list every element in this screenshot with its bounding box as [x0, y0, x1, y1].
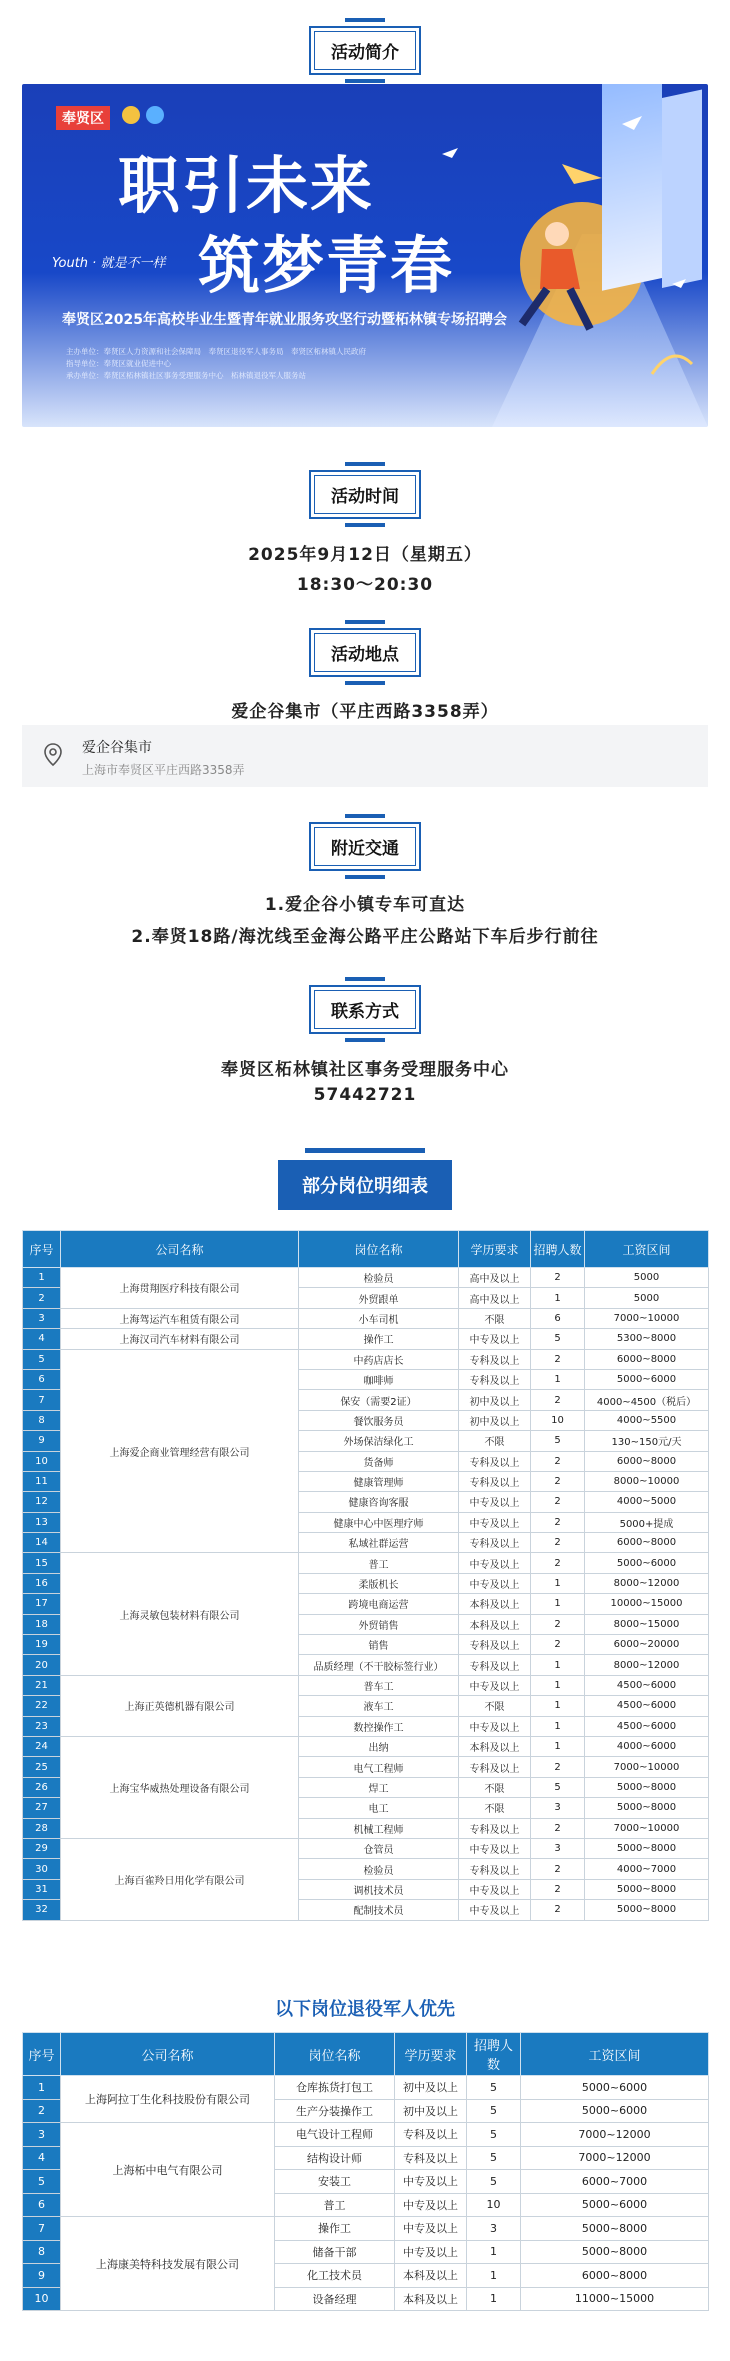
education-requirement: 中专及以上: [459, 1573, 531, 1593]
headcount: 2: [531, 1390, 585, 1410]
row-index: 23: [23, 1716, 61, 1736]
row-index: 9: [23, 1431, 61, 1451]
education-requirement: 本科及以上: [459, 1614, 531, 1634]
salary-range: 6000~20000: [585, 1635, 709, 1655]
headcount: 1: [531, 1288, 585, 1308]
row-index: 15: [23, 1553, 61, 1573]
table-row: [23, 1675, 709, 1695]
position-name: 电气设计工程师: [275, 2123, 395, 2147]
headcount: 6: [531, 1308, 585, 1328]
row-index: 24: [23, 1736, 61, 1756]
contact-organization: 奉贤区柘林镇社区事务受理服务中心: [221, 1060, 509, 1080]
position-name: 跨境电商运营: [299, 1594, 459, 1614]
position-name: 销售: [299, 1635, 459, 1655]
paper-plane-shape: [562, 164, 602, 184]
salary-range: 4500~6000: [585, 1696, 709, 1716]
position-name: 仓库拣货打包工: [275, 2076, 395, 2100]
map-place-address: 上海市奉贤区平庄西路3358弄: [82, 763, 245, 777]
education-requirement: 专科及以上: [459, 1471, 531, 1491]
col-header: 公司名称: [61, 2033, 275, 2076]
headcount: 2: [531, 1512, 585, 1532]
company-name: 上海汉司汽车材料有限公司: [61, 1329, 299, 1349]
row-index: 8: [23, 2240, 61, 2264]
position-name: 生产分装操作工: [275, 2099, 395, 2123]
section-tag-label: 联系方式: [314, 990, 416, 1029]
row-index: 4: [23, 1329, 61, 1349]
position-name: 柔版机长: [299, 1573, 459, 1593]
salary-range: 5000: [585, 1288, 709, 1308]
headcount: 2: [531, 1900, 585, 1920]
company-name: 上海柘中电气有限公司: [61, 2123, 275, 2217]
row-index: 21: [23, 1675, 61, 1695]
education-requirement: 中专及以上: [459, 1838, 531, 1858]
row-index: 2: [23, 1288, 61, 1308]
headcount: 5: [467, 2123, 521, 2147]
salary-range: 4000~5500: [585, 1410, 709, 1430]
salary-range: 6000~8000: [585, 1451, 709, 1471]
education-requirement: 中专及以上: [395, 2170, 467, 2194]
map-location-card[interactable]: [22, 725, 708, 787]
row-index: 5: [23, 1349, 61, 1369]
education-requirement: 中专及以上: [395, 2217, 467, 2241]
position-name: 出纳: [299, 1736, 459, 1756]
salary-range: 4000~4500（税后）: [585, 1390, 709, 1410]
row-index: 6: [23, 1369, 61, 1389]
headcount: 1: [467, 2240, 521, 2264]
headcount: 1: [531, 1716, 585, 1736]
education-requirement: 专科及以上: [459, 1533, 531, 1553]
position-name: 外贸销售: [299, 1614, 459, 1634]
headcount: 1: [531, 1655, 585, 1675]
position-name: 外贸跟单: [299, 1288, 459, 1308]
salary-range: 5000~6000: [585, 1553, 709, 1573]
col-header: 序号: [23, 1231, 61, 1268]
position-name: 焊工: [299, 1777, 459, 1797]
jobs-table: [22, 1230, 709, 1921]
table-row: [23, 2076, 709, 2100]
education-requirement: 专科及以上: [459, 1369, 531, 1389]
position-name: 调机技术员: [299, 1879, 459, 1899]
headcount: 5: [467, 2170, 521, 2194]
position-name: 液车工: [299, 1696, 459, 1716]
event-time: 18:30～20:30: [296, 575, 434, 595]
row-index: 12: [23, 1492, 61, 1512]
row-index: 3: [23, 2123, 61, 2147]
position-name: 货备师: [299, 1451, 459, 1471]
banner-slogan-2: 筑梦青春: [198, 229, 455, 302]
salary-range: 7000~10000: [585, 1818, 709, 1838]
position-name: 仓管员: [299, 1838, 459, 1858]
company-name: 上海阿拉丁生化科技股份有限公司: [61, 2076, 275, 2123]
position-name: 数控操作工: [299, 1716, 459, 1736]
row-index: 11: [23, 1471, 61, 1491]
headcount: 2: [531, 1349, 585, 1369]
row-index: 4: [23, 2146, 61, 2170]
education-requirement: 初中及以上: [459, 1410, 531, 1430]
headcount: 1: [531, 1369, 585, 1389]
position-name: 检验员: [299, 1268, 459, 1288]
banner-organizers: [66, 346, 366, 382]
row-index: 16: [23, 1573, 61, 1593]
position-name: 操作工: [299, 1329, 459, 1349]
salary-range: 8000~15000: [585, 1614, 709, 1634]
col-header: 序号: [23, 2033, 61, 2076]
education-requirement: 中专及以上: [459, 1553, 531, 1573]
education-requirement: 专科及以上: [395, 2146, 467, 2170]
section-tag-time: [309, 470, 421, 519]
education-requirement: 不限: [459, 1798, 531, 1818]
salary-range: 6000~7000: [521, 2170, 709, 2194]
row-index: 29: [23, 1838, 61, 1858]
education-requirement: 中专及以上: [459, 1512, 531, 1532]
col-header: 工资区间: [521, 2033, 709, 2076]
education-requirement: 本科及以上: [459, 1736, 531, 1756]
row-index: 30: [23, 1859, 61, 1879]
education-requirement: 不限: [459, 1696, 531, 1716]
row-index: 3: [23, 1308, 61, 1328]
headcount: 2: [531, 1451, 585, 1471]
salary-range: 4000~6000: [585, 1736, 709, 1756]
salary-range: 7000~12000: [521, 2146, 709, 2170]
position-name: 化工技术员: [275, 2264, 395, 2288]
veterans-priority-title: 以下岗位退役军人优先: [275, 1999, 455, 2020]
headcount: 2: [531, 1614, 585, 1634]
education-requirement: 本科及以上: [395, 2287, 467, 2311]
row-index: 20: [23, 1655, 61, 1675]
headcount: 2: [531, 1471, 585, 1491]
table-row: [23, 1838, 709, 1858]
education-requirement: 本科及以上: [459, 1594, 531, 1614]
headcount: 3: [531, 1798, 585, 1818]
salary-range: 10000~15000: [585, 1594, 709, 1614]
salary-range: 8000~12000: [585, 1573, 709, 1593]
event-place: 爱企谷集市（平庄西路3358弄）: [231, 702, 499, 722]
row-index: 26: [23, 1777, 61, 1797]
bird-shape-2: [442, 148, 458, 158]
jobs-table-title: 部分岗位明细表: [278, 1160, 452, 1210]
table-row: [23, 1553, 709, 1573]
row-index: 9: [23, 2264, 61, 2288]
education-requirement: 中专及以上: [459, 1900, 531, 1920]
company-name: 上海爱企商业管理经营有限公司: [61, 1349, 299, 1553]
education-requirement: 本科及以上: [395, 2264, 467, 2288]
position-name: 普工: [299, 1553, 459, 1573]
headcount: 2: [531, 1859, 585, 1879]
position-name: 储备干部: [275, 2240, 395, 2264]
education-requirement: 中专及以上: [459, 1675, 531, 1695]
banner-slogan-1: 职引未来: [118, 149, 375, 222]
company-name: 上海灵敏包装材料有限公司: [61, 1553, 299, 1675]
organizer-line: 指导单位：奉贤区就业促进中心: [66, 359, 171, 368]
salary-range: 5000~8000: [585, 1879, 709, 1899]
education-requirement: 中专及以上: [459, 1329, 531, 1349]
col-header: 岗位名称: [299, 1231, 459, 1268]
position-name: 保安（需要2证）: [299, 1390, 459, 1410]
headcount: 2: [531, 1533, 585, 1553]
headcount: 2: [531, 1818, 585, 1838]
headcount: 5: [531, 1777, 585, 1797]
col-header: 学历要求: [459, 1231, 531, 1268]
row-index: 27: [23, 1798, 61, 1818]
salary-range: 5000~6000: [521, 2099, 709, 2123]
section-tag-contact: [309, 985, 421, 1034]
col-header: 公司名称: [61, 1231, 299, 1268]
headcount: 1: [467, 2287, 521, 2311]
event-date: 2025年9月12日（星期五）: [248, 545, 482, 565]
salary-range: 8000~12000: [585, 1655, 709, 1675]
position-name: 小车司机: [299, 1308, 459, 1328]
company-name: 上海正英德机器有限公司: [61, 1675, 299, 1736]
row-index: 10: [23, 1451, 61, 1471]
headcount: 3: [531, 1838, 585, 1858]
position-name: 私域社群运营: [299, 1533, 459, 1553]
position-name: 中药店店长: [299, 1349, 459, 1369]
headcount: 2: [531, 1268, 585, 1288]
row-index: 7: [23, 1390, 61, 1410]
education-requirement: 初中及以上: [395, 2099, 467, 2123]
table-header-row: [23, 2033, 709, 2076]
education-requirement: 中专及以上: [395, 2193, 467, 2217]
company-name: 上海驾运汽车租赁有限公司: [61, 1308, 299, 1328]
headcount: 3: [467, 2217, 521, 2241]
education-requirement: 专科及以上: [395, 2123, 467, 2147]
position-name: 配制技术员: [299, 1900, 459, 1920]
section-tag-traffic: [309, 822, 421, 871]
row-index: 6: [23, 2193, 61, 2217]
education-requirement: 专科及以上: [459, 1859, 531, 1879]
row-index: 2: [23, 2099, 61, 2123]
row-index: 5: [23, 2170, 61, 2194]
company-name: 上海康美特科技发展有限公司: [61, 2217, 275, 2311]
headcount: 1: [531, 1573, 585, 1593]
headcount: 2: [531, 1492, 585, 1512]
salary-range: 5000~8000: [585, 1838, 709, 1858]
education-requirement: 中专及以上: [459, 1716, 531, 1736]
salary-range: 5300~8000: [585, 1329, 709, 1349]
position-name: 餐饮服务员: [299, 1410, 459, 1430]
row-index: 28: [23, 1818, 61, 1838]
col-header: 岗位名称: [275, 2033, 395, 2076]
position-name: 普车工: [299, 1675, 459, 1695]
row-index: 25: [23, 1757, 61, 1777]
position-name: 健康咨询客服: [299, 1492, 459, 1512]
row-index: 1: [23, 2076, 61, 2100]
logo: 奉贤区: [56, 106, 110, 130]
table-row: [23, 2123, 709, 2147]
salary-range: 5000~8000: [521, 2240, 709, 2264]
headcount: 5: [467, 2146, 521, 2170]
col-header: 招聘人数: [531, 1231, 585, 1268]
company-name: 上海宝华威热处理设备有限公司: [61, 1736, 299, 1838]
salary-range: 6000~8000: [521, 2264, 709, 2288]
position-name: 设备经理: [275, 2287, 395, 2311]
position-name: 电气工程师: [299, 1757, 459, 1777]
map-place-name: 爱企谷集市: [82, 740, 152, 756]
row-index: 18: [23, 1614, 61, 1634]
banner-main-title: 奉贤区2025年高校毕业生暨青年就业服务攻坚行动暨柘林镇专场招聘会: [62, 312, 507, 328]
col-header: 招聘人数: [467, 2033, 521, 2076]
location-pin-icon: [44, 743, 62, 767]
salary-range: 7000~10000: [585, 1757, 709, 1777]
position-name: 外场保洁绿化工: [299, 1431, 459, 1451]
section-tag-place: [309, 628, 421, 677]
education-requirement: 中专及以上: [459, 1879, 531, 1899]
table-row: [23, 1329, 709, 1349]
headcount: 10: [531, 1410, 585, 1430]
salary-range: 4000~5000: [585, 1492, 709, 1512]
row-index: 19: [23, 1635, 61, 1655]
salary-range: 5000~6000: [585, 1369, 709, 1389]
banner-script-text: Youth · 就是不一样: [52, 256, 166, 271]
position-name: 电工: [299, 1798, 459, 1818]
event-banner: [22, 84, 708, 427]
row-index: 1: [23, 1268, 61, 1288]
row-index: 22: [23, 1696, 61, 1716]
emblem-icon: [122, 106, 140, 124]
salary-range: 7000~12000: [521, 2123, 709, 2147]
education-requirement: 初中及以上: [459, 1390, 531, 1410]
salary-range: 5000~8000: [585, 1900, 709, 1920]
contact-phone: 57442721: [313, 1085, 417, 1105]
row-index: 31: [23, 1879, 61, 1899]
traffic-line-1: 1.爱企谷小镇专车可直达: [264, 895, 466, 915]
row-index: 17: [23, 1594, 61, 1614]
position-name: 品质经理（不干胶标签行业）: [299, 1655, 459, 1675]
section-tag-label: 活动简介: [314, 31, 416, 70]
education-requirement: 专科及以上: [459, 1818, 531, 1838]
row-index: 7: [23, 2217, 61, 2241]
row-index: 32: [23, 1900, 61, 1920]
education-requirement: 中专及以上: [395, 2240, 467, 2264]
headcount: 1: [531, 1675, 585, 1695]
headcount: 10: [467, 2193, 521, 2217]
headcount: 2: [531, 1757, 585, 1777]
table-row: [23, 1349, 709, 1369]
headcount: 5: [467, 2099, 521, 2123]
education-requirement: 不限: [459, 1777, 531, 1797]
headcount: 1: [531, 1696, 585, 1716]
table-row: [23, 1308, 709, 1328]
organizer-line: 主办单位：奉贤区人力资源和社会保障局 奉贤区退役军人事务局 奉贤区柘林镇人民政府: [66, 347, 366, 356]
headcount: 2: [531, 1553, 585, 1573]
salary-range: 5000~8000: [521, 2217, 709, 2241]
table-row: [23, 2217, 709, 2241]
row-index: 8: [23, 1410, 61, 1430]
education-requirement: 不限: [459, 1431, 531, 1451]
table-row: [23, 1268, 709, 1288]
salary-range: 4500~6000: [585, 1675, 709, 1695]
salary-range: 11000~15000: [521, 2287, 709, 2311]
table-header-row: [23, 1231, 709, 1268]
salary-range: 6000~8000: [585, 1349, 709, 1369]
section-tag-intro: [309, 26, 421, 75]
salary-range: 7000~10000: [585, 1308, 709, 1328]
col-header: 学历要求: [395, 2033, 467, 2076]
salary-range: 5000~8000: [585, 1777, 709, 1797]
education-requirement: 高中及以上: [459, 1268, 531, 1288]
education-requirement: 中专及以上: [459, 1492, 531, 1512]
education-requirement: 高中及以上: [459, 1288, 531, 1308]
section-tag-label: 活动地点: [314, 633, 416, 672]
education-requirement: 专科及以上: [459, 1655, 531, 1675]
organizer-line: 承办单位：奉贤区柘林镇社区事务受理服务中心 柘林镇退役军人服务站: [66, 371, 306, 380]
position-name: 结构设计师: [275, 2146, 395, 2170]
row-index: 14: [23, 1533, 61, 1553]
building-shape-2: [662, 89, 702, 288]
jobs-table-body: [23, 1268, 709, 1921]
character-head: [545, 222, 569, 246]
headcount: 5: [531, 1431, 585, 1451]
headcount: 5: [531, 1329, 585, 1349]
section-tag-label: 活动时间: [314, 475, 416, 514]
education-requirement: 专科及以上: [459, 1635, 531, 1655]
veterans-table-body: [23, 2076, 709, 2311]
education-requirement: 专科及以上: [459, 1757, 531, 1777]
veterans-jobs-table: [22, 2032, 709, 2311]
position-name: 健康中心中医理疗师: [299, 1512, 459, 1532]
position-name: 健康管理师: [299, 1471, 459, 1491]
headcount: 5: [467, 2076, 521, 2100]
salary-range: 5000~8000: [585, 1798, 709, 1818]
position-name: 操作工: [275, 2217, 395, 2241]
salary-range: 5000+提成: [585, 1512, 709, 1532]
salary-range: 8000~10000: [585, 1471, 709, 1491]
salary-range: 5000: [585, 1268, 709, 1288]
company-name: 上海百雀羚日用化学有限公司: [61, 1838, 299, 1920]
traffic-line-2: 2.奉贤18路/海沈线至金海公路平庄公路站下车后步行前往: [131, 927, 599, 947]
position-name: 普工: [275, 2193, 395, 2217]
education-requirement: 专科及以上: [459, 1451, 531, 1471]
salary-range: 5000~6000: [521, 2076, 709, 2100]
headcount: 1: [531, 1594, 585, 1614]
emblem-icon-2: [146, 106, 164, 124]
education-requirement: 初中及以上: [395, 2076, 467, 2100]
position-name: 检验员: [299, 1859, 459, 1879]
headcount: 2: [531, 1879, 585, 1899]
row-index: 13: [23, 1512, 61, 1532]
education-requirement: 专科及以上: [459, 1349, 531, 1369]
salary-range: 4000~7000: [585, 1859, 709, 1879]
position-name: 安装工: [275, 2170, 395, 2194]
headcount: 1: [467, 2264, 521, 2288]
position-name: 机械工程师: [299, 1818, 459, 1838]
building-shape: [602, 84, 662, 291]
section-tag-label: 附近交通: [314, 827, 416, 866]
position-name: 咖啡师: [299, 1369, 459, 1389]
headcount: 2: [531, 1635, 585, 1655]
table-row: [23, 1736, 709, 1756]
education-requirement: 不限: [459, 1308, 531, 1328]
company-name: 上海贯翔医疗科技有限公司: [61, 1268, 299, 1309]
col-header: 工资区间: [585, 1231, 709, 1268]
salary-range: 4500~6000: [585, 1716, 709, 1736]
salary-range: 130~150元/天: [585, 1431, 709, 1451]
salary-range: 5000~6000: [521, 2193, 709, 2217]
headcount: 1: [531, 1736, 585, 1756]
row-index: 10: [23, 2287, 61, 2311]
salary-range: 6000~8000: [585, 1533, 709, 1553]
